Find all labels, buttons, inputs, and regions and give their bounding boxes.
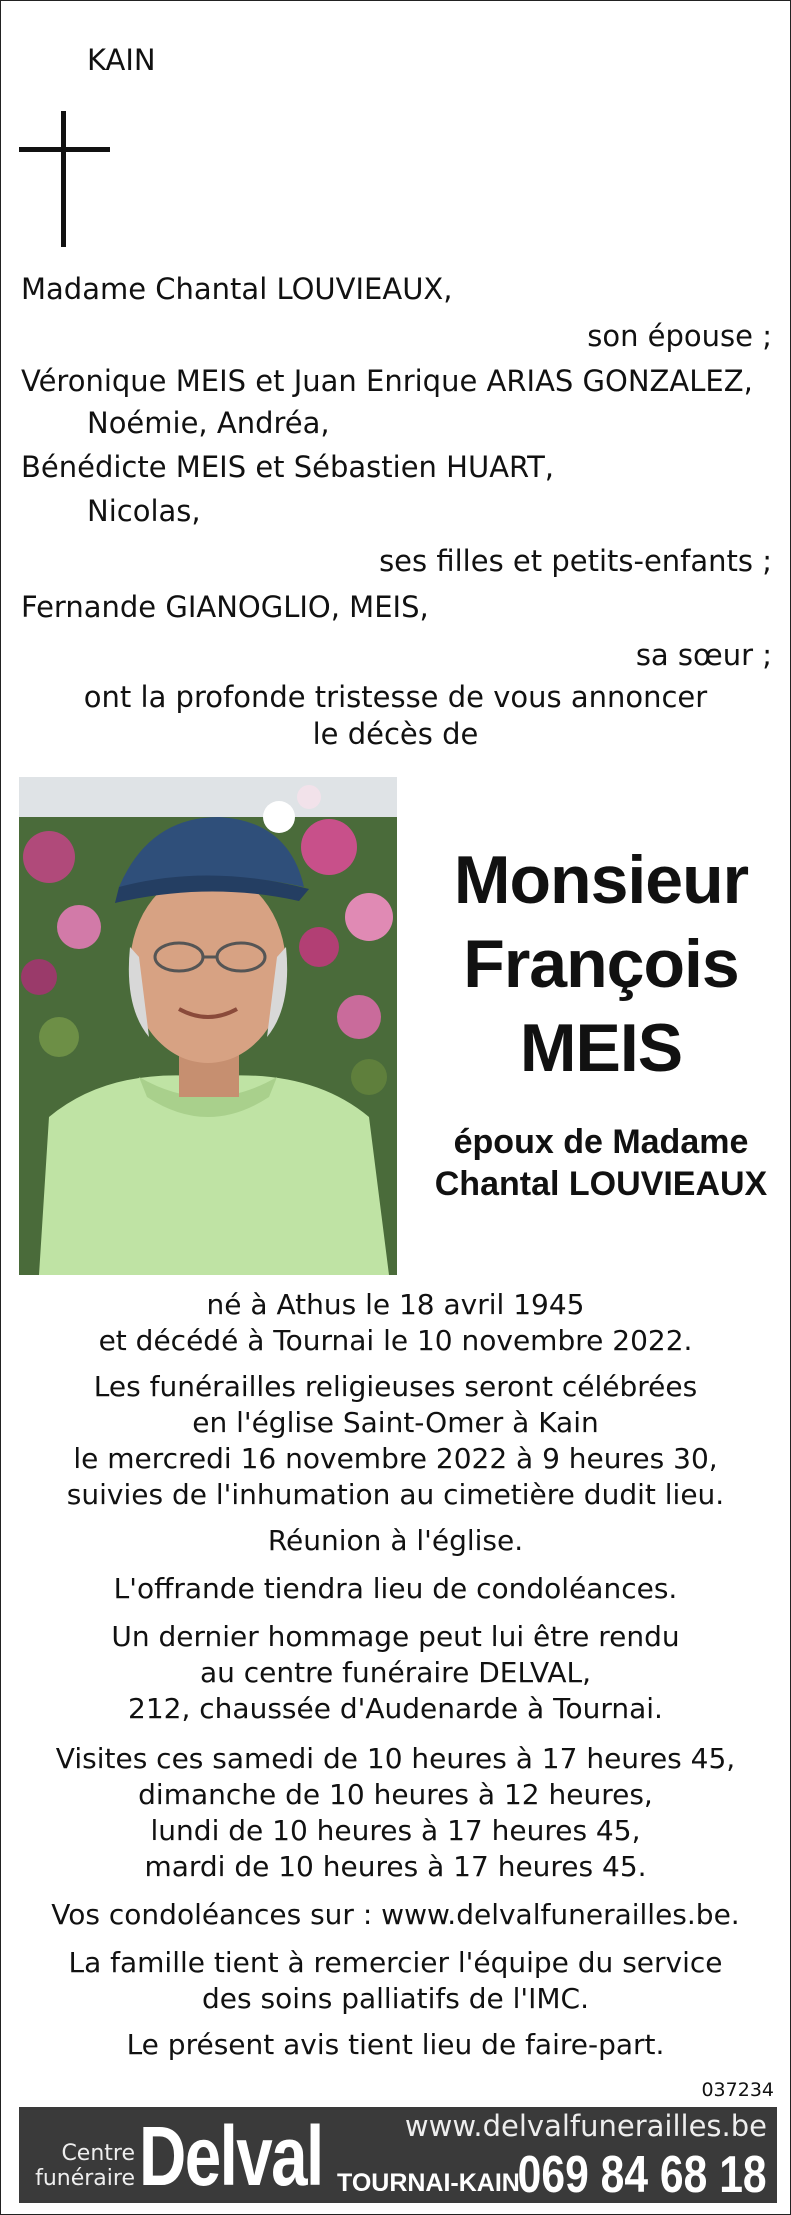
brand-logo: Delval bbox=[139, 2109, 323, 2203]
reference-number: 037234 bbox=[701, 2079, 774, 2101]
location-label: TOURNAI-KAIN bbox=[337, 2169, 520, 2197]
family-line-7: ses filles et petits-enfants ; bbox=[379, 544, 772, 578]
portrait-photo bbox=[19, 777, 397, 1275]
tribute-line-2: au centre funéraire DELVAL, bbox=[199, 1656, 591, 1689]
family-line-5: Bénédicte MEIS et Sébastien HUART, bbox=[21, 450, 555, 484]
offering-line: L'offrande tiendra lieu de condoléances. bbox=[113, 1572, 678, 1605]
thanks-line-2: des soins palliatifs de l'IMC. bbox=[202, 1982, 589, 2015]
family-line-1: Madame Chantal LOUVIEAUX, bbox=[21, 272, 453, 306]
deceased-title: Monsieur bbox=[453, 842, 749, 918]
intro-line-2: le décès de bbox=[312, 717, 479, 751]
funeral-line-3: le mercredi 16 novembre 2022 à 9 heures 30, bbox=[73, 1442, 718, 1475]
family-line-3: Véronique MEIS et Juan Enrique ARIAS GONZALEZ, bbox=[21, 364, 753, 398]
family-line-2: son épouse ; bbox=[587, 319, 772, 353]
spouse-line-1: époux de Madame bbox=[453, 1123, 749, 1161]
birth-line: né à Athus le 18 avril 1945 bbox=[206, 1288, 585, 1321]
deceased-last-name: MEIS bbox=[519, 1010, 683, 1086]
family-line-4: Noémie, Andréa, bbox=[87, 406, 330, 440]
visits-line-2: dimanche de 10 heures à 12 heures, bbox=[138, 1778, 653, 1811]
death-line: et décédé à Tournai le 10 novembre 2022. bbox=[98, 1324, 693, 1357]
funeral-line-4: suivies de l'inhumation au cimetière dudit lieu. bbox=[66, 1478, 725, 1511]
condolences-line: Vos condoléances sur : www.delvalfunerailles.be. bbox=[51, 1898, 740, 1931]
visits-line-1: Visites ces samedi de 10 heures à 17 heures 45, bbox=[55, 1742, 736, 1775]
family-line-6: Nicolas, bbox=[87, 494, 201, 528]
family-line-8: Fernande GIANOGLIO, MEIS, bbox=[21, 590, 429, 624]
phone-number: 069 84 68 18 bbox=[518, 2146, 767, 2204]
funeral-line-1: Les funérailles religieuses seront célébrées bbox=[93, 1370, 698, 1403]
visits-line-3: lundi de 10 heures à 17 heures 45, bbox=[150, 1814, 641, 1847]
thanks-line-1: La famille tient à remercier l'équipe du service bbox=[68, 1946, 723, 1979]
spouse-line-2: Chantal LOUVIEAUX bbox=[434, 1165, 768, 1203]
family-line-9: sa sœur ; bbox=[635, 638, 772, 672]
funeral-line-2: en l'église Saint-Omer à Kain bbox=[192, 1406, 599, 1439]
tribute-line-1: Un dernier hommage peut lui être rendu bbox=[111, 1620, 680, 1653]
visits-line-4: mardi de 10 heures à 17 heures 45. bbox=[144, 1850, 647, 1883]
meeting-line: Réunion à l'église. bbox=[267, 1524, 524, 1557]
centre-label: Centre bbox=[61, 2141, 135, 2166]
town-name: KAIN bbox=[87, 43, 156, 77]
deceased-first-name: François bbox=[463, 926, 739, 1002]
intro-line-1: ont la profonde tristesse de vous annoncer bbox=[83, 680, 708, 714]
website-url: www.delvalfunerailles.be bbox=[404, 2109, 767, 2143]
tribute-line-3: 212, chaussée d'Audenarde à Tournai. bbox=[128, 1692, 663, 1725]
centre-funeraire-label bbox=[25, 2141, 135, 2191]
funeral-home-banner bbox=[19, 2107, 777, 2203]
notice-line: Le présent avis tient lieu de faire-part. bbox=[126, 2028, 665, 2061]
funeraire-label: funéraire bbox=[35, 2166, 135, 2191]
